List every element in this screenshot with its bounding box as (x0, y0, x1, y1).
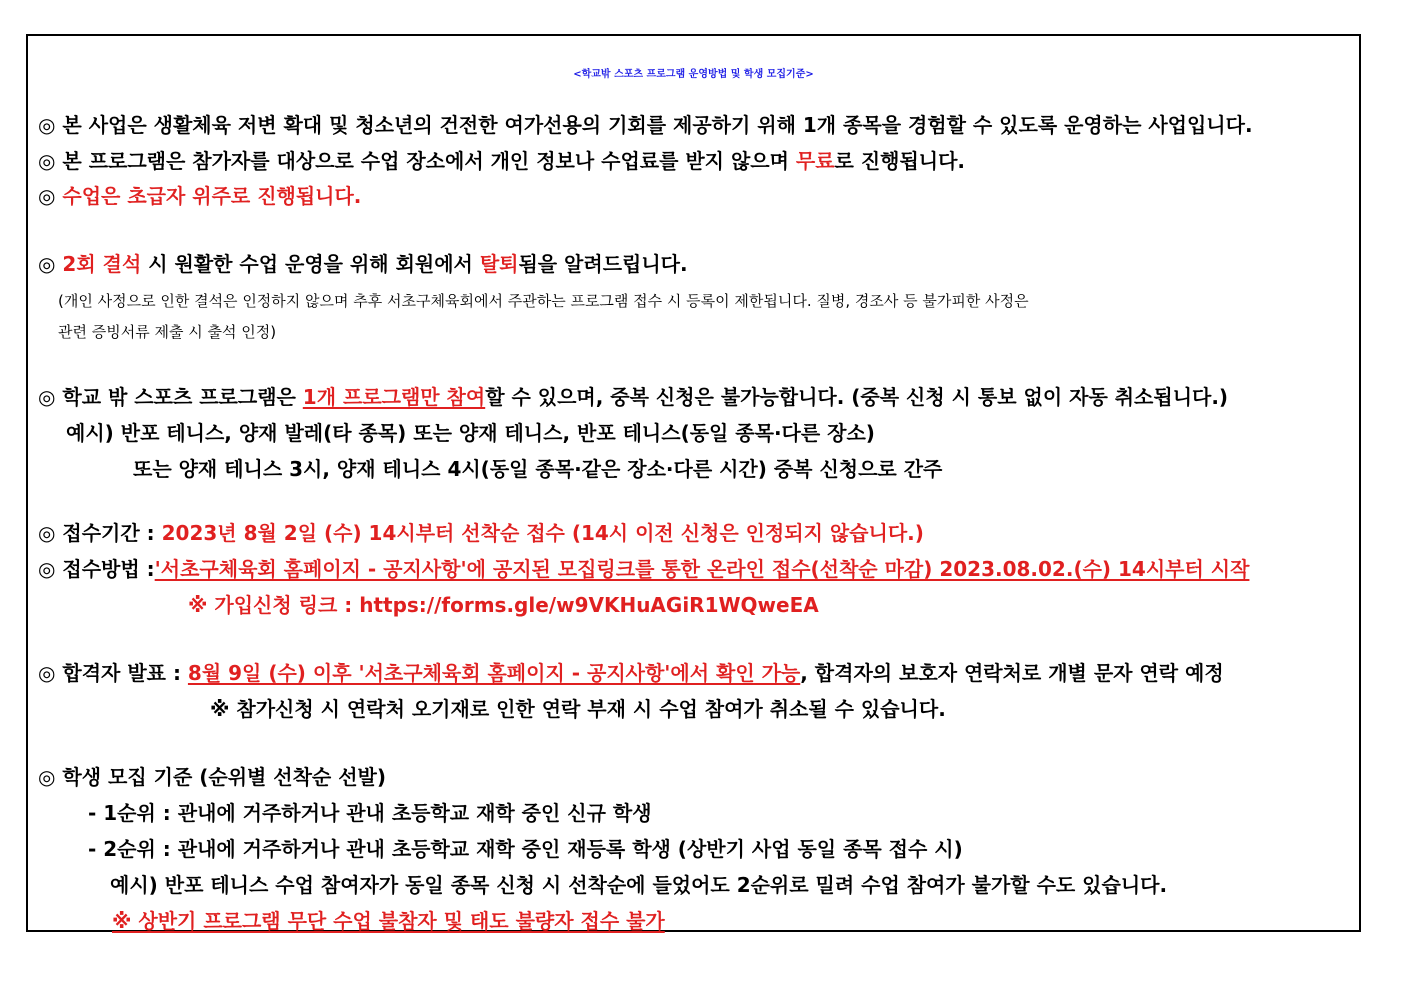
notice-title: <학교밖 스포츠 프로그램 운영방법 및 학생 모집기준> (573, 69, 814, 80)
notice-line-single-program (38, 384, 1228, 410)
free-highlight: 무료 (795, 149, 835, 173)
period-label: 접수기간 : (62, 521, 162, 545)
absence-count: 2회 결석 (62, 252, 142, 276)
notice-line-period (38, 520, 924, 546)
criteria-rank-2: - 2순위 : 관내에 거주하거나 관내 초등학교 재학 중인 재등록 학생 (상반기 사업 동일 종목 접수 시) (88, 837, 963, 861)
method-label: 접수방법 : (62, 557, 155, 581)
announcement-label: 합격자 발표 : (62, 661, 188, 685)
bullet-icon: ◎ (38, 765, 56, 789)
notice-line-method (38, 556, 1249, 582)
notice-line-free (38, 148, 965, 174)
bullet-icon: ◎ (38, 113, 56, 137)
single-program-text-end: 할 수 있으며, 중복 신청은 불가능합니다. (중복 신청 시 통보 없이 자동 취소됩니다.) (485, 385, 1229, 409)
bullet-icon: ◎ (38, 661, 56, 685)
notice-line-purpose (38, 112, 1253, 138)
free-text-end: 로 진행됩니다. (834, 149, 966, 173)
notice-line-absence (38, 251, 688, 277)
criteria-rank-1: - 1순위 : 관내에 거주하거나 관내 초등학교 재학 중인 신규 학생 (88, 801, 652, 825)
example-line-1: 예시) 반포 테니스, 양재 발레(타 종목) 또는 양재 테니스, 반포 테니스(동일 종목·다른 장소) (66, 421, 875, 445)
absence-note-1: (개인 사정으로 인한 결석은 인정하지 않으며 추후 서초구체육회에서 주관하는 프로그램 접수 시 등록이 제한됩니다. 질병, 경조사 등 불가피한 사정은 (58, 292, 1029, 310)
example-line-2: 또는 양재 테니스 3시, 양재 테니스 4시(동일 종목·같은 장소·다른 시간) 중복 신청으로 간주 (133, 457, 943, 481)
bullet-icon: ◎ (38, 557, 56, 581)
announcement-note: ※ 참가신청 시 연락처 오기재로 인한 연락 부재 시 수업 참여가 취소될 수 있습니다. (210, 697, 946, 721)
single-program-highlight: 1개 프로그램만 참여 (302, 385, 486, 409)
bullet-icon: ◎ (38, 252, 56, 276)
beginner-text: 수업은 초급자 위주로 진행됩니다. (62, 184, 362, 208)
signup-link[interactable]: ※ 가입신청 링크 : https://forms.gle/w9VKHuAGiR1WQweEA (188, 593, 819, 617)
criteria-heading: 학생 모집 기준 (순위별 선착순 선발) (62, 765, 386, 789)
bullet-icon: ◎ (38, 385, 56, 409)
criteria-restriction: ※ 상반기 프로그램 무단 수업 불참자 및 태도 불량자 접수 불가 (112, 909, 665, 933)
withdraw-highlight: 탈퇴 (479, 252, 519, 276)
announcement-text-end: , 합격자의 보호자 연락처로 개별 문자 연락 예정 (800, 661, 1224, 685)
absence-note-2: 관련 증빙서류 제출 시 출석 인정) (58, 323, 277, 341)
purpose-text: 본 사업은 생활체육 저변 확대 및 청소년의 건전한 여가선용의 기회를 제공하기 위해 1개 종목을 경험할 수 있도록 운영하는 사업입니다. (62, 113, 1253, 137)
free-text: 본 프로그램은 참가자를 대상으로 수업 장소에서 개인 정보나 수업료를 받지 않으며 (62, 149, 796, 173)
notice-line-criteria (38, 764, 386, 790)
single-program-text: 학교 밖 스포츠 프로그램은 (62, 385, 303, 409)
bullet-icon: ◎ (38, 149, 56, 173)
method-value: '서초구체육회 홈페이지 - 공지사항'에 공지된 모집링크를 통한 온라인 접수(선착순 마감) 2023.08.02.(수) 14시부터 시작 (154, 557, 1250, 581)
bullet-icon: ◎ (38, 521, 56, 545)
announcement-value: 8월 9일 (수) 이후 '서초구체육회 홈페이지 - 공지사항'에서 확인 가능 (187, 661, 801, 685)
period-value: 2023년 8월 2일 (수) 14시부터 선착순 접수 (14시 이전 신청은 인정되지 않습니다.) (161, 521, 924, 545)
notice-line-beginner (38, 183, 361, 209)
absence-text-end: 됨을 알려드립니다. (518, 252, 688, 276)
notice-frame (26, 34, 1361, 932)
notice-line-announcement (38, 660, 1224, 686)
bullet-icon: ◎ (38, 184, 56, 208)
criteria-example: 예시) 반포 테니스 수업 참여자가 동일 종목 신청 시 선착순에 들었어도 2순위로 밀려 수업 참여가 불가할 수도 있습니다. (110, 873, 1168, 897)
absence-text: 시 원활한 수업 운영을 위해 회원에서 (141, 252, 480, 276)
